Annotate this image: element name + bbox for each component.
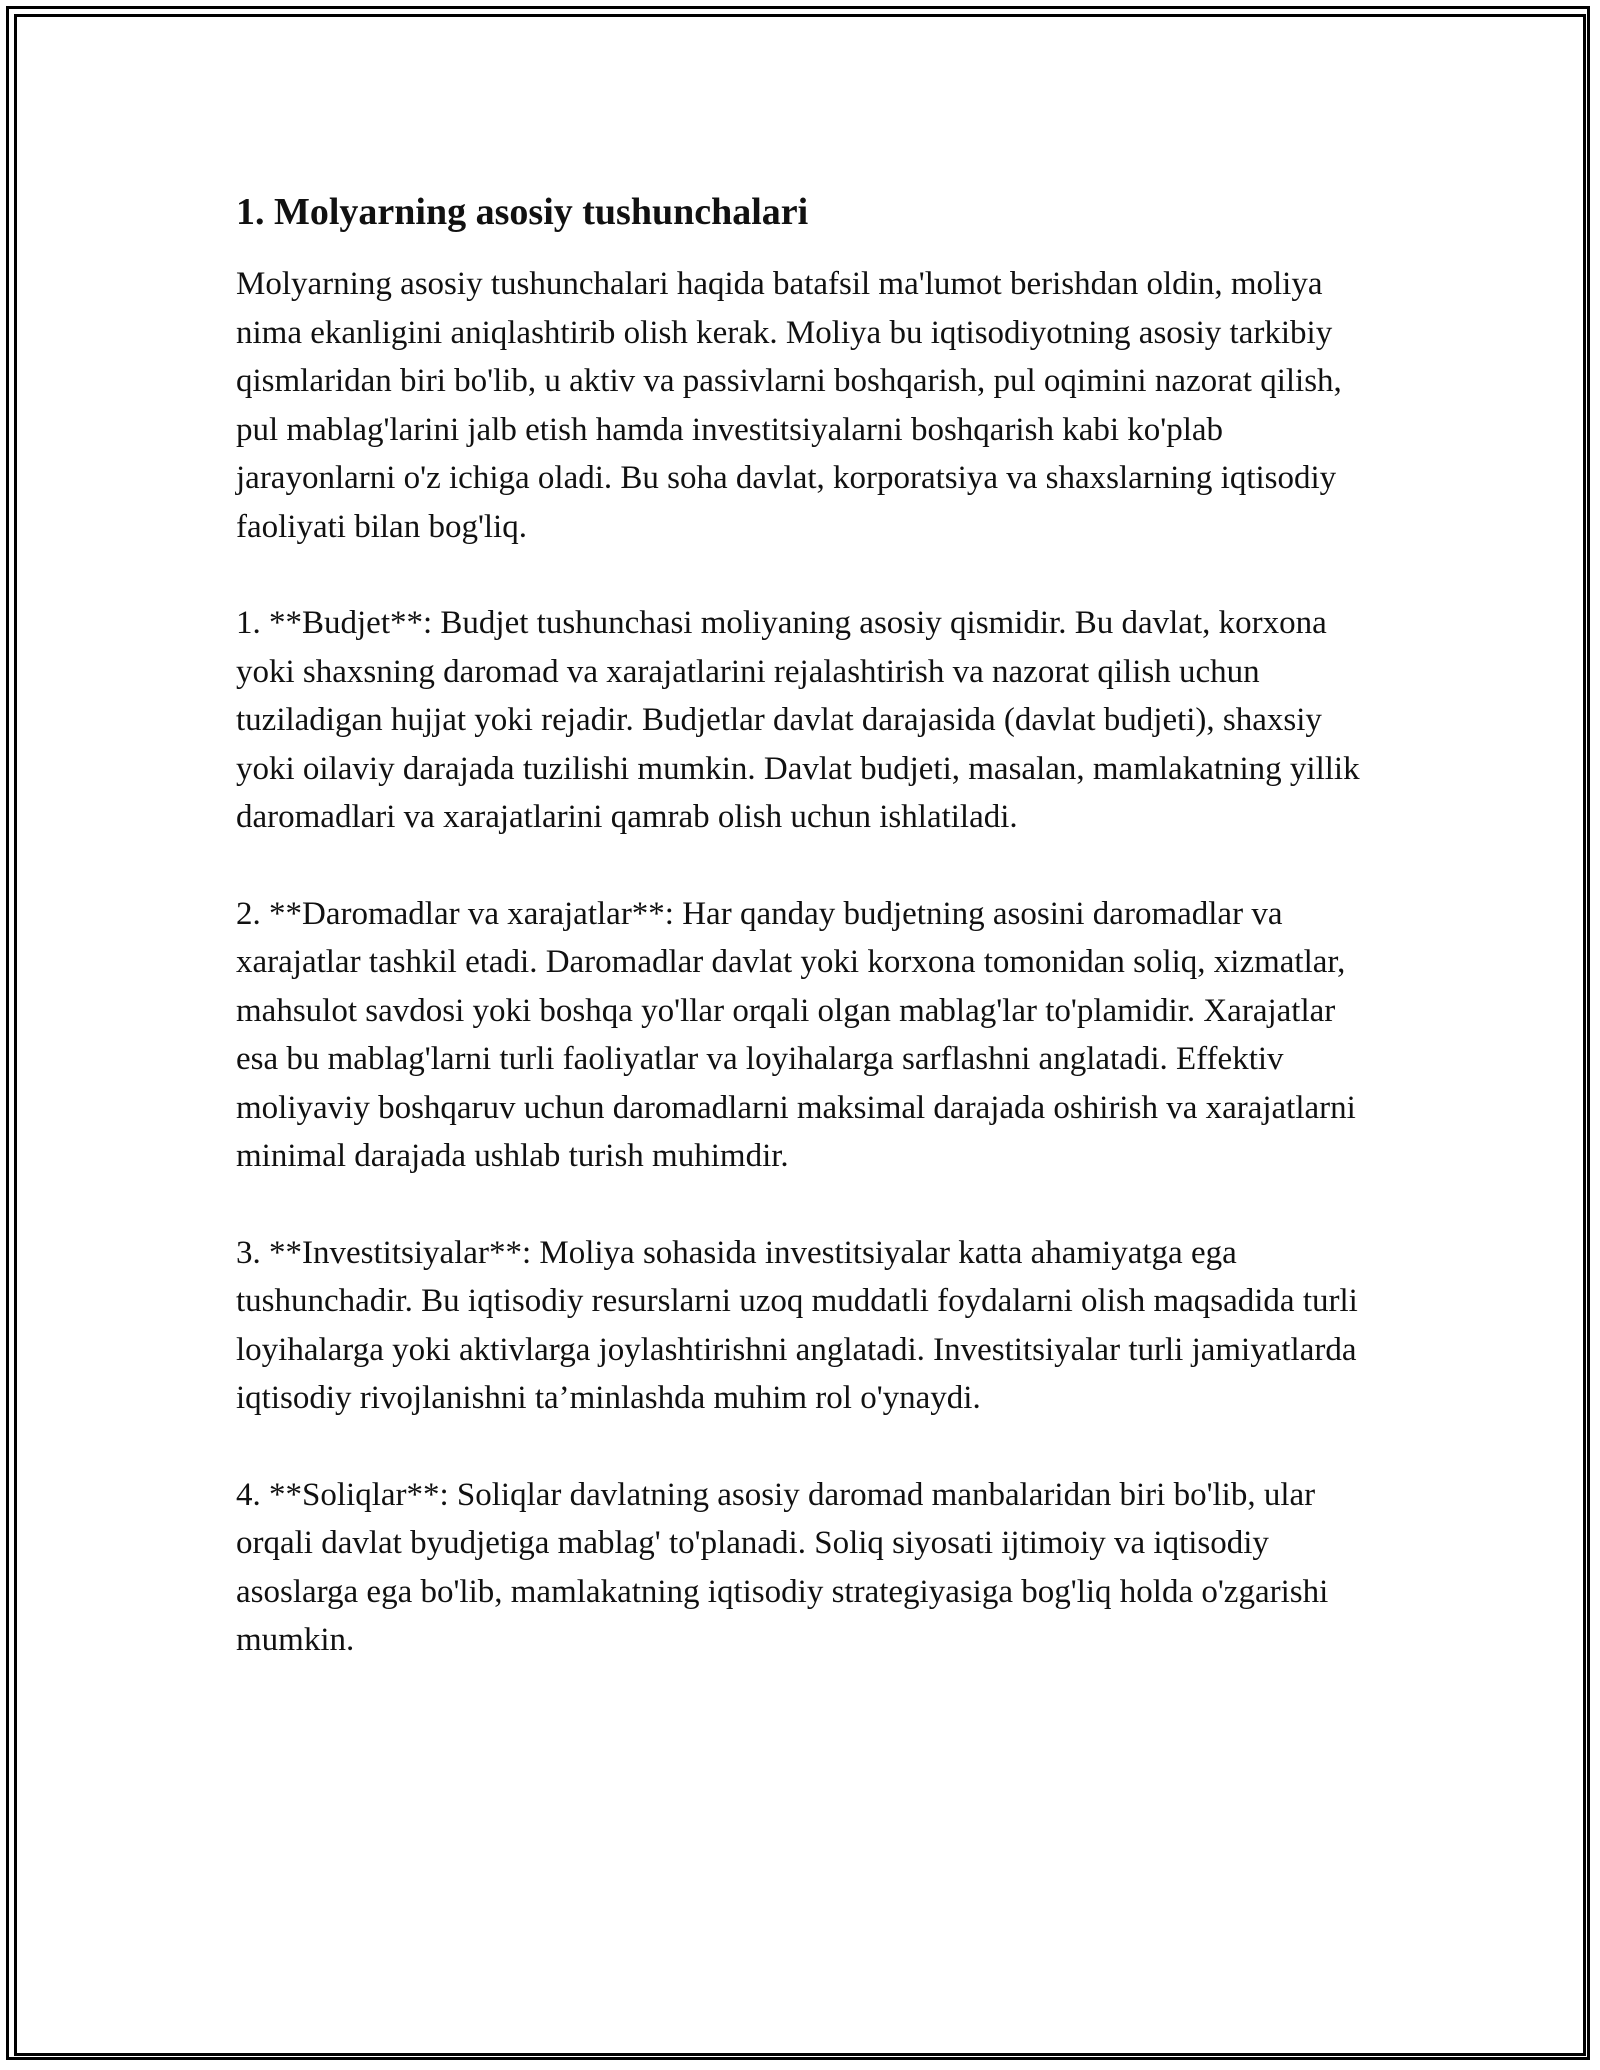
page-title: 1. Molyarning asosiy tushunchalari — [236, 191, 809, 233]
investitsiyalar-paragraph: 3. **Investitsiyalar**: Moliya sohasida investitsiyalar katta ahamiyatga ega tushunchadir. Bu iqtisodiy resurslarni uzoq muddatli foydalarni olish maqsadida turli loyihalarga yoki aktivlarga joylashtirishni anglatadi. Investitsiyalar turli jamiyatlarda iqtisodiy rivojlanishni ta’minlashda muhim rol o'ynaydi. — [236, 1234, 1358, 1416]
budjet-paragraph: 1. **Budjet**: Budjet tushunchasi moliyaning asosiy qismidir. Bu davlat, korxona yoki shaxsning daromad va xarajatlarini rejalashtirish va nazorat qilish uchun tuziladigan hujjat yoki rejadir. Budjetlar davlat darajasida (davlat budjeti), shaxsiy yoki oilaviy darajada tuzilishi mumkin. Davlat budjeti, masalan, mamlakatning yillik daromadlari va xarajatlarini qamrab olish uchun ishlatiladi. — [236, 605, 1360, 835]
daromadlar-paragraph: 2. **Daromadlar va xarajatlar**: Har qanday budjetning asosini daromadlar va xarajatlar tashkil etadi. Daromadlar davlat yoki korxona tomonidan soliq, xizmatlar, mahsulot savdosi yoki boshqa yo'llar orqali olgan mablag'lar to'plamidir. Xarajatlar esa bu mablag'larni turli faoliyatlar va loyihalarga sarflashni anglatadi. Effektiv moliyaviy boshqaruv uchun daromadlarni maksimal darajada oshirish va xarajatlarni minimal darajada ushlab turish muhimdir. — [236, 895, 1356, 1174]
soliqlar-paragraph: 4. **Soliqlar**: Soliqlar davlatning asosiy daromad manbalaridan biri bo'lib, ular orqali davlat byudjetiga mablag' to'planadi. Soliq siyosati ijtimoiy va iqtisodiy asoslarga ega bo'lib, mamlakatning iqtisodiy strategiyasiga bog'liq holda o'zgarishi mumkin. — [236, 1476, 1329, 1658]
document-body — [236, 186, 1376, 1713]
intro-paragraph: Molyarning asosiy tushunchalari haqida batafsil ma'lumot berishdan oldin, moliya nima ekanligini aniqlashtirib olish kerak. Moliya bu iqtisodiyotning asosiy tarkibiy qismlaridan biri bo'lib, u aktiv va passivlarni boshqarish, pul oqimini nazorat qilish, pul mablag'larini jalb etish hamda investitsiyalarni boshqarish kabi ko'plab jarayonlarni o'z ichiga oladi. Bu soha davlat, korporatsiya va shaxslarning iqtisodiy faoliyati bilan bog'liq. — [236, 266, 1342, 545]
